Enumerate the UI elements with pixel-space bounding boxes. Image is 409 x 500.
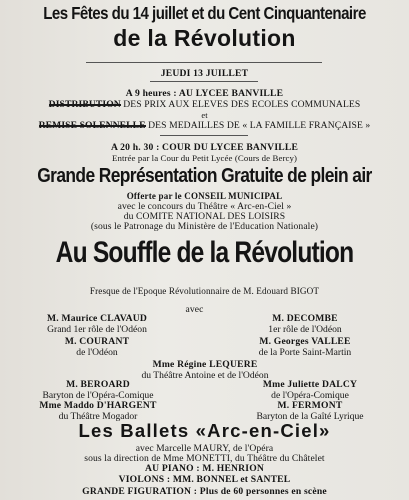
prizes-line xyxy=(0,99,409,110)
medals-rest: DES MEDAILLES DE « LA FAMILLE FRANÇAISE » xyxy=(145,120,371,131)
separator-mid xyxy=(160,135,248,136)
cast-name: M. Georges VALLEE xyxy=(259,336,351,348)
cast-name: M. Maurice CLAVAUD xyxy=(47,313,147,324)
morning-time-place: A 9 heures : AU LYCEE BANVILLE xyxy=(125,88,284,99)
cast-role: du Théâtre Antoine et de l'Odéon xyxy=(141,369,269,381)
cast-role: de l'Odéon xyxy=(76,346,118,358)
cast-right-top xyxy=(230,314,380,358)
patronage-line: (sous le Patronage du Ministère de l'Education Nationale) xyxy=(90,221,319,232)
cast-name: Mme Maddo D'HARGENT xyxy=(39,400,157,412)
cast-role: 1er rôle de l'Odéon xyxy=(268,323,342,335)
prizes-struck: DISTRIBUTION xyxy=(48,99,121,110)
figuration-line: GRANDE FIGURATION : Plus de 60 personnes en scène xyxy=(82,486,327,497)
et-line: et xyxy=(201,110,208,120)
evening-entry: Entrée par la Cour du Petit Lycée (Cours de Bercy) xyxy=(111,153,298,163)
separator-top xyxy=(86,62,322,63)
prizes-rest: DES PRIX AUX ELEVES DES ECOLES COMMUNALES xyxy=(120,99,361,110)
cast-name: M. DECOMBE xyxy=(272,313,338,324)
concours-line: avec le concours du Théâtre « Arc-en-Ciel » xyxy=(117,201,292,212)
piano-line: AU PIANO : M. HENRION xyxy=(144,463,265,474)
cast-role: du Théâtre Mogador xyxy=(58,410,138,422)
date-underline xyxy=(150,81,258,82)
comite-line: du COMITE NATIONAL DES LOISIRS xyxy=(123,211,286,222)
play-title: Au Souffle de la Révolution xyxy=(55,236,354,269)
medals-struck: REMISE SOLENNELLE xyxy=(38,120,146,131)
offered-by: Offerte par le CONSEIL MUNICIPAL xyxy=(126,191,283,201)
cast-name: M. COURANT xyxy=(64,336,130,348)
headline-grande-representation: Grande Représentation Gratuite de plein air xyxy=(37,165,372,187)
cast-name: M. FERMONT xyxy=(277,400,343,412)
ballets-with: avec Marcelle MAURY, de l'Opéra xyxy=(135,443,274,454)
cast-role: Baryton de l'Opéra-Comique xyxy=(42,389,154,401)
cast-left-top xyxy=(22,314,172,358)
cast-center xyxy=(100,360,310,381)
cast-role: Grand 1er rôle de l'Odéon xyxy=(47,323,147,335)
medals-line xyxy=(0,120,409,131)
play-subtitle: Fresque de l'Epoque Révolutionnaire de M. Edouard BIGOT xyxy=(89,286,320,296)
evening-time-place: A 20 h. 30 : COUR DU LYCEE BANVILLE xyxy=(110,142,299,153)
violins-line: VIOLONS : MM. BONNEL et SANTEL xyxy=(118,474,291,485)
cast-left-bottom xyxy=(18,380,178,422)
avec-label: avec xyxy=(185,304,204,315)
cast-role: de l'Opéra-Comique xyxy=(271,389,349,401)
header-line-2: de la Révolution xyxy=(113,25,296,51)
cast-role: de la Porte Saint-Martin xyxy=(258,346,352,358)
cast-right-bottom xyxy=(230,380,390,422)
ballets-direction: sous la direction de Mme MONETTI, du Théâtre du Châtelet xyxy=(84,453,325,464)
cast-name: M. BEROARD xyxy=(66,379,130,390)
header-line-1: Les Fêtes du 14 juillet et du Cent Cinquantenaire xyxy=(43,3,366,23)
cast-role: Baryton de la Gaîté Lyrique xyxy=(256,410,364,422)
date-heading: JEUDI 13 JUILLET xyxy=(160,68,249,79)
cast-name: Mme Juliette DALCY xyxy=(262,379,358,390)
cast-name: Mme Régine LEQUERE xyxy=(152,359,258,370)
ballets-title: Les Ballets «Arc-en-Ciel» xyxy=(78,420,331,441)
